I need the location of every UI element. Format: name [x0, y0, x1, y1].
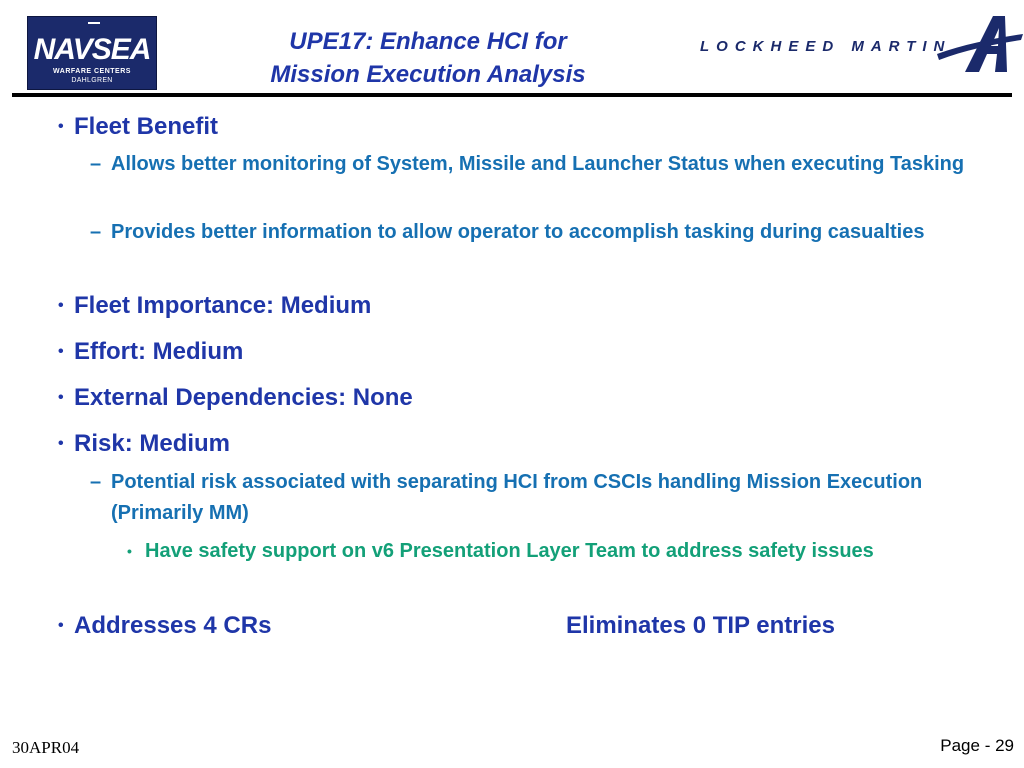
navsea-logo-word: NAVSEA — [33, 33, 151, 66]
eliminates-tip-entries: Eliminates 0 TIP entries — [566, 612, 836, 639]
bullet-icon: • — [58, 435, 64, 452]
subbullet-text: Potential risk associated with separating HCI from CSCIs handling Mission Execution (Primarily MM) — [111, 471, 923, 524]
navsea-logo-line2: DAHLGREN — [71, 77, 113, 84]
page-number: Page - 29 — [940, 736, 1014, 755]
slide-title-line2: Mission Execution Analysis — [270, 61, 586, 88]
lockheed-martin-star-icon — [935, 14, 1024, 74]
subbullet-text: Provides better information to allow operator to accomplish tasking during casualties — [111, 221, 925, 243]
navsea-logo — [27, 16, 157, 90]
subsubbullet-text: Have safety support on v6 Presentation Layer Team to address safety issues — [145, 540, 874, 562]
slide-title-line1: UPE17: Enhance HCI for — [289, 28, 567, 55]
bullet-icon: • — [58, 297, 64, 314]
bullet-label: External Dependencies: None — [74, 384, 413, 411]
dash-icon: – — [90, 153, 102, 175]
bullet-label: Fleet Benefit — [74, 113, 219, 140]
dash-icon: – — [90, 471, 102, 493]
bullet-icon: • — [58, 617, 64, 634]
dash-icon: – — [90, 221, 102, 243]
navsea-logo-line1: WARFARE CENTERS — [53, 68, 131, 75]
bullet-label: Fleet Importance: Medium — [74, 292, 372, 319]
bullet-label: Addresses 4 CRs — [74, 612, 272, 639]
subbullet-text: Allows better monitoring of System, Missile and Launcher Status when executing Tasking — [111, 153, 965, 175]
footer-date: 30APR04 — [12, 738, 80, 757]
bullet-label: Effort: Medium — [74, 338, 244, 365]
bullet-label: Risk: Medium — [74, 430, 231, 457]
bullet-icon: • — [127, 543, 132, 559]
header-divider — [12, 93, 1012, 97]
bullet-icon: • — [58, 343, 64, 360]
lockheed-martin-logo-text: LOCKHEED MARTIN — [700, 38, 952, 55]
logo-accent-line — [88, 22, 100, 24]
bullet-icon: • — [58, 118, 64, 135]
bullet-icon: • — [58, 389, 64, 406]
